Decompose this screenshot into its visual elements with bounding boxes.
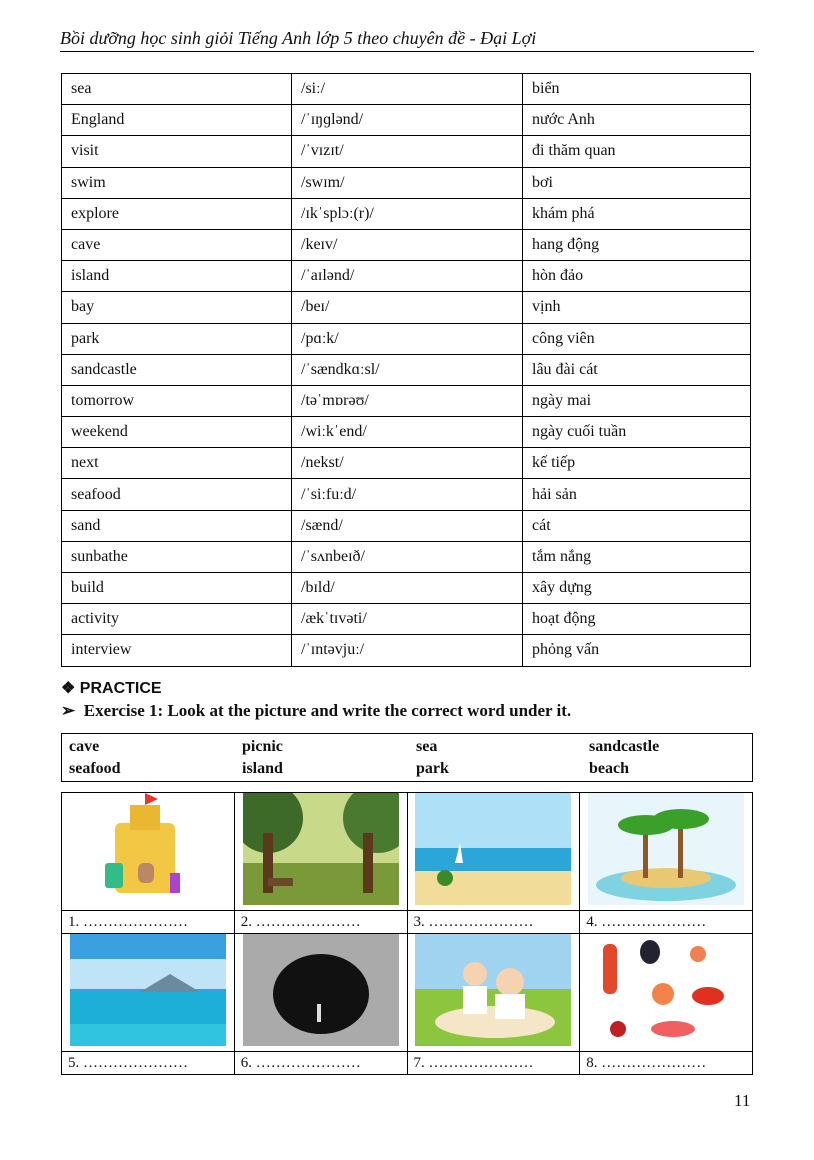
cave-picture: [243, 934, 399, 1046]
vocab-meaning: công viên: [523, 323, 751, 354]
vocab-ipa: /ˈsʌnbeɪð/: [292, 541, 523, 572]
page-number: 11: [734, 1091, 751, 1110]
vocab-ipa: /ˈɪntəvjuː/: [292, 635, 523, 666]
vocab-ipa: /sænd/: [292, 510, 523, 541]
picture-cell: [580, 793, 753, 911]
vocab-ipa: /wiːkˈend/: [292, 417, 523, 448]
word-bank-item: park: [416, 760, 449, 777]
vocab-word: interview: [62, 635, 292, 666]
vocab-word: park: [62, 323, 292, 354]
picture-cell: [407, 793, 580, 911]
vocab-ipa: /ˈsændkɑːsl/: [292, 354, 523, 385]
beach-picture: [415, 793, 571, 905]
vocab-meaning: cát: [523, 510, 751, 541]
answer-blank[interactable]: 8. …………………: [580, 1052, 753, 1075]
vocab-word: seafood: [62, 479, 292, 510]
vocab-word: explore: [62, 198, 292, 229]
exercise-1-title: Exercise 1: Look at the picture and write the correct word under it.: [83, 701, 572, 720]
arrow-bullet-icon: ➢: [61, 701, 76, 720]
answer-blank[interactable]: 1. …………………: [62, 911, 235, 934]
picnic-picture: [415, 934, 571, 1046]
vocab-meaning: hòn đảo: [523, 261, 751, 292]
vocab-ipa: /swɪm/: [292, 167, 523, 198]
vocab-row: [62, 479, 751, 510]
park-picture: [243, 793, 399, 905]
vocab-ipa: /ɪkˈsplɔː(r)/: [292, 198, 523, 229]
vocab-word: sea: [62, 74, 292, 105]
vocab-meaning: kế tiếp: [523, 448, 751, 479]
vocab-word: island: [62, 261, 292, 292]
vocab-row: [62, 635, 751, 666]
vocab-meaning: ngày mai: [523, 385, 751, 416]
picture-cell: [234, 934, 407, 1052]
vocab-word: visit: [62, 136, 292, 167]
page-header: Bồi dưỡng học sinh giỏi Tiếng Anh lớp 5 theo chuyên đề - Đại Lợi: [60, 28, 754, 52]
picture-cell: [234, 793, 407, 911]
vocab-ipa: /keɪv/: [292, 229, 523, 260]
word-bank-column: [235, 734, 409, 782]
vocab-row: [62, 573, 751, 604]
vocab-meaning: bơi: [523, 167, 751, 198]
picture-cell: [407, 934, 580, 1052]
vocab-word: cave: [62, 229, 292, 260]
vocab-word: next: [62, 448, 292, 479]
word-bank-item: picnic: [242, 738, 283, 755]
vocab-meaning: hang động: [523, 229, 751, 260]
practice-heading: [61, 678, 162, 698]
island-picture: [588, 793, 744, 905]
vocab-meaning: biển: [523, 74, 751, 105]
diamond-bullet-icon: ❖: [61, 680, 76, 697]
vocab-row: [62, 136, 751, 167]
word-bank: [61, 733, 753, 782]
practice-title: PRACTICE: [79, 680, 162, 697]
vocab-row: [62, 448, 751, 479]
vocab-row: [62, 229, 751, 260]
vocab-word: bay: [62, 292, 292, 323]
vocab-meaning: hải sản: [523, 479, 751, 510]
vocab-row: [62, 510, 751, 541]
vocab-ipa: /ˈaɪlənd/: [292, 261, 523, 292]
vocab-row: [62, 385, 751, 416]
answer-blank[interactable]: 3. …………………: [407, 911, 580, 934]
vocab-ipa: /nekst/: [292, 448, 523, 479]
vocab-word: weekend: [62, 417, 292, 448]
vocab-word: England: [62, 105, 292, 136]
answer-blank[interactable]: 5. …………………: [62, 1052, 235, 1075]
vocab-word: sand: [62, 510, 292, 541]
vocab-meaning: ngày cuối tuần: [523, 417, 751, 448]
exercise-1-heading: [61, 701, 571, 721]
vocab-word: activity: [62, 604, 292, 635]
vocab-ipa: /siː/: [292, 74, 523, 105]
vocab-ipa: /ækˈtɪvəti/: [292, 604, 523, 635]
vocab-meaning: xây dựng: [523, 573, 751, 604]
vocab-row: [62, 105, 751, 136]
vocab-ipa: /ˈɪŋɡlənd/: [292, 105, 523, 136]
vocab-ipa: /ˈsiːfuːd/: [292, 479, 523, 510]
vocab-meaning: tắm nắng: [523, 541, 751, 572]
sandcastle-picture: [70, 793, 226, 905]
word-bank-item: sea: [416, 738, 438, 755]
word-bank-item: cave: [69, 738, 100, 755]
vocab-ipa: /pɑːk/: [292, 323, 523, 354]
vocab-word: sunbathe: [62, 541, 292, 572]
answer-blank[interactable]: 6. …………………: [234, 1052, 407, 1075]
sea-picture: [70, 934, 226, 1046]
vocab-row: [62, 604, 751, 635]
vocab-meaning: phỏng vấn: [523, 635, 751, 666]
vocab-row: [62, 417, 751, 448]
vocab-ipa: /bɪld/: [292, 573, 523, 604]
word-bank-item: beach: [589, 760, 629, 777]
vocab-row: [62, 541, 751, 572]
picture-cell: [580, 934, 753, 1052]
vocabulary-table: [61, 73, 751, 667]
vocab-word: build: [62, 573, 292, 604]
vocab-row: [62, 167, 751, 198]
picture-grid: [61, 792, 753, 1075]
vocab-meaning: lâu đài cát: [523, 354, 751, 385]
vocab-row: [62, 323, 751, 354]
vocab-ipa: /beɪ/: [292, 292, 523, 323]
word-bank-item: island: [242, 760, 283, 777]
vocab-meaning: nước Anh: [523, 105, 751, 136]
answer-blank[interactable]: 2. …………………: [234, 911, 407, 934]
vocab-row: [62, 74, 751, 105]
vocab-meaning: đi thăm quan: [523, 136, 751, 167]
vocab-meaning: vịnh: [523, 292, 751, 323]
vocab-word: sandcastle: [62, 354, 292, 385]
picture-cell: [62, 934, 235, 1052]
vocab-meaning: khám phá: [523, 198, 751, 229]
vocab-meaning: hoạt động: [523, 604, 751, 635]
vocab-word: swim: [62, 167, 292, 198]
vocab-row: [62, 261, 751, 292]
seafood-picture: [588, 934, 744, 1046]
vocab-ipa: /ˈvɪzɪt/: [292, 136, 523, 167]
vocab-row: [62, 354, 751, 385]
picture-cell: [62, 793, 235, 911]
vocab-ipa: /təˈmɒrəʊ/: [292, 385, 523, 416]
answer-blank[interactable]: 4. …………………: [580, 911, 753, 934]
word-bank-column: [62, 734, 235, 782]
word-bank-column: [409, 734, 582, 782]
word-bank-item: seafood: [69, 760, 121, 777]
vocab-word: tomorrow: [62, 385, 292, 416]
vocab-row: [62, 292, 751, 323]
vocab-row: [62, 198, 751, 229]
answer-blank[interactable]: 7. …………………: [407, 1052, 580, 1075]
word-bank-item: sandcastle: [589, 738, 660, 755]
word-bank-column: [582, 734, 752, 782]
